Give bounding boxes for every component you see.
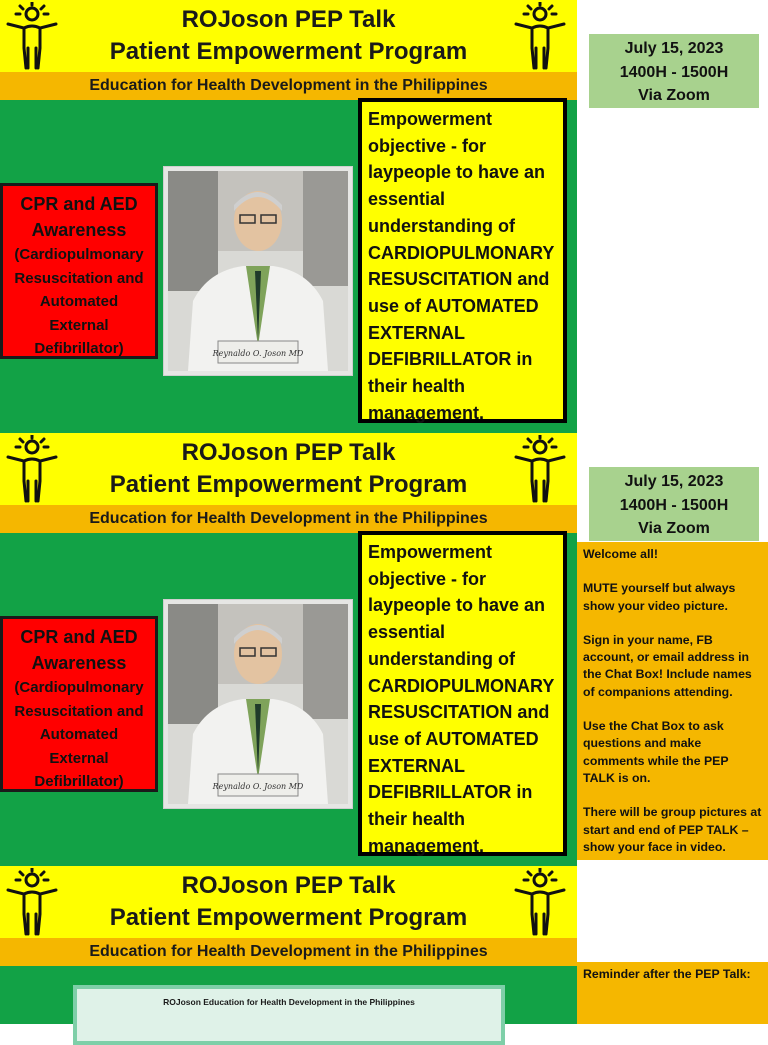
schedule-time: 1400H - 1500H [619,63,729,81]
objective-line: EXTERNAL [368,755,466,776]
program-title: ROJoson PEP Talk [181,6,396,33]
reminder-notes [577,962,768,1024]
slide-header [0,866,577,938]
schedule-date: July 15, 2023 [624,40,724,57]
person-with-sun-icon [508,2,572,72]
topic-sub-line: External [49,316,109,334]
doctor-photo [163,166,353,376]
objective-line: understanding of [368,215,515,236]
objective-line: management. [368,835,485,856]
schedule-box [589,34,759,108]
certificate-preview [73,985,505,1045]
objective-line: CARDIOPULMONARY [368,242,555,263]
objective-line: essential [368,189,446,210]
objective-line: EXTERNAL [368,322,466,343]
objective-line: objective - for [368,135,487,156]
schedule-venue: Via Zoom [638,520,710,537]
education-banner: Education for Health Development in the Philippines [0,938,577,966]
topic-sub-line: (Cardiopulmonary [14,679,144,696]
note-mute: MUTE yourself but always show your video picture. [583,581,736,613]
signature-text: Reynaldo O. Joson MD [212,782,304,791]
topic-title-line: Awareness [31,220,127,240]
topic-sub-line: Resuscitation and [14,702,144,720]
objective-line: use of AUTOMATED [368,728,539,749]
note-reminder: Reminder after the PEP Talk: [583,967,751,981]
topic-box [0,616,158,792]
schedule-box [589,467,759,541]
objective-line: RESUSCITATION and [368,269,550,290]
person-with-sun-icon [508,435,572,505]
program-subtitle: Patient Empowerment Program [109,38,468,65]
empowerment-objective [358,98,567,423]
signature-text: Reynaldo O. Joson MD [212,349,304,358]
topic-box [0,183,158,359]
objective-line: objective - for [368,568,487,589]
note-sign-in: Sign in your name, FB account, or email address in the Chat Box! Include names of companions attending. [583,632,752,699]
education-banner: Education for Health Development in the Philippines [0,505,577,533]
program-subtitle: Patient Empowerment Program [109,471,468,498]
objective-line: understanding of [368,648,515,669]
objective-line: RESUSCITATION and [368,702,550,723]
topic-sub-line: (Cardiopulmonary [14,246,144,263]
program-subtitle: Patient Empowerment Program [109,904,468,931]
note-group-pictures: There will be group pictures at start and end of PEP TALK – show your face in video. [583,805,762,854]
slide-header [0,0,577,72]
topic-sub-line: Resuscitation and [14,269,144,287]
objective-line: CARDIOPULMONARY [368,675,555,696]
topic-sub-line: Automated [39,293,119,310]
program-title: ROJoson PEP Talk [181,872,396,899]
program-title: ROJoson PEP Talk [181,439,396,466]
schedule-venue: Via Zoom [638,87,710,104]
welcome-notes [577,542,768,860]
objective-line: Empowerment [368,109,493,129]
slide-header [0,433,577,505]
objective-line: laypeople to have an [368,162,546,183]
objective-line: laypeople to have an [368,595,546,616]
objective-line: DEFIBRILLATOR in [368,782,533,803]
topic-sub-line: External [49,749,109,767]
objective-line: DEFIBRILLATOR in [368,349,533,370]
objective-line: essential [368,622,446,643]
schedule-date: July 15, 2023 [624,473,724,490]
topic-title-line: Awareness [31,653,127,673]
objective-line: their health [368,809,466,830]
schedule-time: 1400H - 1500H [619,496,729,514]
topic-title-line: CPR and AED [20,627,138,647]
topic-sub-line: Automated [39,726,119,743]
empowerment-objective [358,531,567,856]
objective-line: Empowerment [368,542,493,562]
objective-line: use of AUTOMATED [368,295,539,316]
doctor-photo [163,599,353,809]
education-banner: Education for Health Development in the Philippines [0,72,577,100]
person-with-sun-icon [508,868,572,938]
note-chat-box: Use the Chat Box to ask questions and make comments while the PEP TALK is on. [583,719,729,785]
objective-line: their health [368,376,466,397]
slide-2 [0,433,577,866]
objective-line: management. [368,402,485,423]
slide-1 [0,0,577,433]
topic-sub-line: Defibrillator) [34,773,124,790]
topic-title-line: CPR and AED [20,194,138,214]
note-welcome: Welcome all! [583,547,658,561]
certificate-title: ROJoson Education for Health Development in the Philippines [163,997,415,1007]
topic-sub-line: Defibrillator) [34,340,124,357]
